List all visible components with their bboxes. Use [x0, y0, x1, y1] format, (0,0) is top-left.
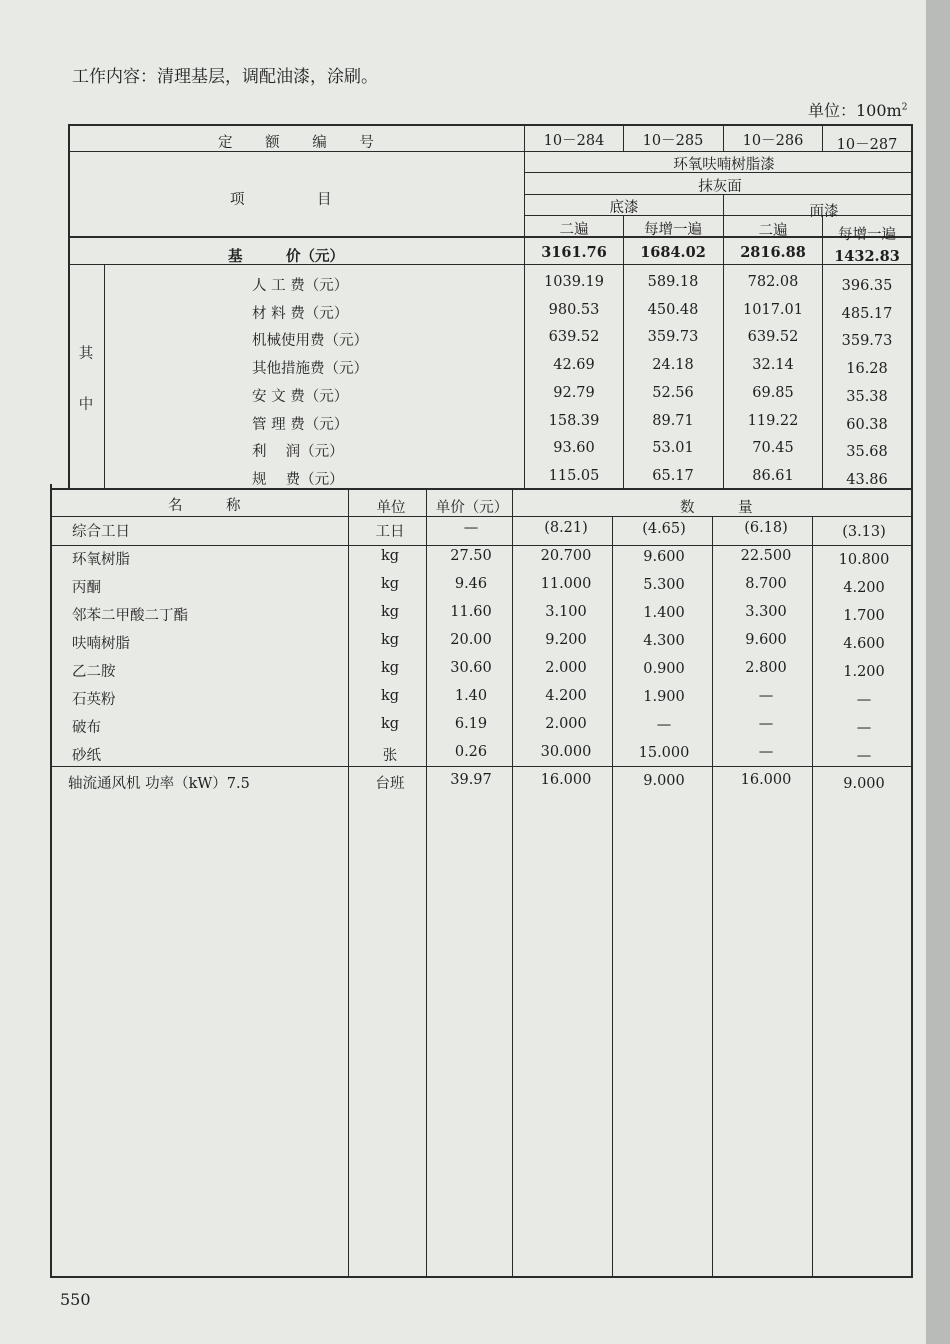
resource-unit-header: 单位 — [376, 500, 406, 516]
cost-row-value: 115.05 — [548, 467, 600, 484]
col-divider-upper — [723, 194, 724, 215]
resource-name: 环氧树脂 — [72, 552, 130, 568]
resource-price: 11.60 — [450, 604, 492, 620]
col-divider-upper — [723, 215, 724, 490]
page-edge — [926, 0, 950, 1344]
cost-row-value: 158.39 — [548, 412, 600, 429]
resource-qty: — — [758, 688, 774, 704]
resource-qty: (8.21) — [544, 520, 588, 536]
col-divider-upper — [623, 124, 624, 151]
resource-qty: 9.600 — [643, 549, 685, 565]
resource-name: 轴流通风机 功率（kW）7.5 — [68, 776, 250, 792]
col-divider-upper — [822, 215, 823, 490]
pass-label: 二遍 — [758, 223, 788, 239]
work-content: 工作内容：清理基层，调配油漆，涂刷。 — [72, 67, 378, 87]
cost-row-value: 65.17 — [652, 467, 694, 484]
resource-qty: 3.300 — [745, 604, 787, 620]
quota-code: 10－285 — [642, 133, 704, 149]
resource-qty: — — [856, 692, 872, 708]
table-top-border — [68, 124, 912, 126]
resource-price: 39.97 — [450, 772, 492, 788]
resource-price: 1.40 — [454, 688, 488, 704]
cost-row-value: 35.68 — [846, 444, 888, 461]
resource-unit: 台班 — [375, 776, 405, 792]
resource-qty: — — [856, 748, 872, 764]
resource-qty: 4.600 — [843, 636, 885, 652]
cost-row-value: 52.56 — [652, 384, 694, 401]
cost-row-value: 639.52 — [548, 329, 600, 346]
resource-qty: 22.500 — [740, 548, 792, 564]
cost-row-value: 24.18 — [652, 357, 694, 374]
cost-row-value: 1017.01 — [743, 301, 803, 318]
resource-name: 丙酮 — [72, 580, 101, 596]
cost-row-value: 980.53 — [548, 301, 600, 318]
resource-price-header: 单价（元） — [435, 500, 509, 516]
row-divider — [68, 264, 912, 265]
subgroup-title: 抹灰面 — [698, 179, 742, 195]
cost-row-value: 93.60 — [553, 440, 595, 457]
col-divider-upper — [623, 215, 624, 490]
pass-label: 每增一遍 — [644, 222, 702, 238]
cost-row-value: 86.61 — [752, 467, 794, 484]
cost-row-value: 782.08 — [747, 274, 799, 290]
resource-price: 6.19 — [454, 716, 488, 732]
table-left-border-upper — [68, 124, 70, 490]
table-bottom-border — [50, 1276, 912, 1278]
quota-no-label: 定 额 编 号 — [218, 135, 388, 151]
resource-qty: 4.300 — [643, 633, 685, 649]
resource-qty: 9.600 — [745, 632, 787, 648]
resource-qty: 1.200 — [843, 664, 885, 680]
resource-qty: — — [856, 720, 872, 736]
of-which-label: 其 — [78, 346, 94, 362]
col-divider-upper — [822, 124, 823, 151]
cost-row-value: 42.69 — [553, 357, 595, 374]
resource-qty: 4.200 — [545, 688, 587, 704]
resource-qty: 16.000 — [740, 772, 792, 788]
resource-qty: — — [758, 716, 774, 732]
unit-label: 单位：$100m^2$ — [808, 101, 908, 120]
cost-row-value: 119.22 — [747, 412, 799, 429]
cost-row-value: 43.86 — [846, 471, 888, 488]
resource-name-header: 名 称 — [168, 498, 241, 514]
col-divider-lower — [348, 490, 349, 1278]
resource-unit: kg — [380, 548, 400, 564]
row-divider — [50, 766, 912, 767]
resource-name: 综合工日 — [72, 524, 130, 540]
resource-qty: 15.000 — [638, 745, 690, 761]
base-price-value: 3161.76 — [541, 244, 607, 261]
quota-code: 10－284 — [543, 133, 605, 149]
resource-qty: 11.000 — [540, 576, 592, 592]
resource-qty: 9.200 — [545, 632, 587, 648]
base-price-value: 2816.88 — [740, 244, 806, 261]
col-divider-lower — [712, 516, 713, 1278]
cost-row-label: 机械使用费（元） — [252, 333, 368, 350]
row-divider — [68, 151, 912, 152]
cost-row-label: 材 料 费（元） — [252, 305, 349, 322]
cost-row-label: 规 费（元） — [252, 471, 344, 488]
resource-qty-header: 数 量 — [680, 500, 753, 516]
resource-name: 呋喃树脂 — [72, 636, 130, 652]
resource-qty: 9.000 — [643, 773, 685, 789]
table-right-border — [911, 124, 913, 1278]
group-title: 环氧呋喃树脂漆 — [673, 157, 775, 173]
cost-row-value: 70.45 — [752, 440, 794, 457]
of-which-label: 中 — [78, 397, 94, 413]
resource-qty: 2.000 — [545, 716, 587, 732]
resource-price: 27.50 — [450, 548, 492, 564]
base-price-value: 1684.02 — [640, 244, 706, 261]
cost-row-value: 69.85 — [752, 384, 794, 401]
cost-row-value: 359.73 — [647, 329, 699, 346]
cost-row-value: 589.18 — [647, 274, 699, 290]
resource-qty: 1.400 — [643, 605, 685, 621]
resource-qty: 1.900 — [643, 689, 685, 705]
resource-name: 乙二胺 — [72, 664, 116, 680]
resource-qty: — — [758, 744, 774, 760]
col-divider-lower — [512, 490, 513, 1278]
resource-qty: 2.800 — [745, 660, 787, 676]
resource-unit: kg — [380, 716, 400, 732]
base-price-value: 1432.83 — [834, 248, 900, 265]
resource-name: 邻苯二甲酸二丁酯 — [72, 608, 188, 624]
resource-price: — — [463, 520, 479, 536]
cost-row-value: 32.14 — [752, 357, 794, 374]
col-divider-lower — [612, 516, 613, 1278]
resource-price: 30.60 — [450, 660, 492, 676]
of-which-divider — [104, 264, 105, 490]
cost-row-label: 人 工 费（元） — [252, 278, 349, 294]
coat-type-base: 底漆 — [609, 200, 639, 216]
cost-row-label: 安 文 费（元） — [252, 388, 349, 405]
cost-row-value: 89.71 — [652, 412, 694, 429]
resource-price: 20.00 — [450, 632, 492, 648]
cost-row-value: 485.17 — [841, 305, 893, 322]
col-divider-lower — [812, 516, 813, 1278]
table-left-border-lower — [50, 484, 52, 1278]
resource-unit: kg — [380, 576, 400, 592]
resource-qty: 20.700 — [540, 548, 592, 564]
resource-unit: kg — [380, 604, 400, 620]
row-divider — [50, 545, 912, 546]
base-price-label: 基 价（元） — [228, 248, 344, 265]
col-divider-upper — [723, 124, 724, 151]
cost-row-value: 53.01 — [652, 440, 694, 457]
resource-qty: 16.000 — [540, 772, 592, 788]
cost-row-value: 639.52 — [747, 329, 799, 346]
resource-qty: 4.200 — [843, 580, 885, 596]
page-number: 550 — [60, 1290, 91, 1309]
resource-qty: 9.000 — [843, 776, 885, 792]
cost-row-label: 利 润（元） — [252, 444, 344, 461]
coat-type-top: 面漆 — [809, 204, 839, 220]
resource-unit: 张 — [382, 748, 398, 764]
resource-qty: — — [656, 717, 672, 733]
cost-row-value: 396.35 — [841, 278, 893, 294]
resource-qty: 10.800 — [838, 552, 890, 568]
cost-row-value: 60.38 — [846, 416, 888, 433]
resource-qty: (4.65) — [642, 521, 686, 537]
cost-row-value: 450.48 — [647, 301, 699, 318]
resource-name: 砂纸 — [72, 748, 101, 764]
section-divider — [50, 488, 912, 490]
cost-row-value: 359.73 — [841, 333, 893, 350]
quota-code: 10－286 — [742, 133, 804, 149]
resource-unit: 工日 — [375, 524, 405, 540]
resource-name: 石英粉 — [72, 692, 116, 708]
resource-qty: 5.300 — [643, 577, 685, 593]
pass-label: 每增一遍 — [838, 227, 896, 243]
item-label: 项 目 — [230, 192, 332, 208]
cost-row-value: 1039.19 — [544, 274, 604, 290]
cost-row-label: 其他措施费（元） — [252, 361, 368, 378]
cost-row-label: 管 理 费（元） — [252, 416, 349, 433]
resource-unit: kg — [380, 632, 400, 648]
cost-row-value: 35.38 — [846, 388, 888, 405]
resource-price: 0.26 — [454, 744, 488, 760]
resource-unit: kg — [380, 660, 400, 676]
cost-row-value: 16.28 — [846, 361, 888, 378]
resource-qty: (6.18) — [744, 520, 788, 536]
resource-name: 破布 — [72, 720, 101, 736]
col-divider-lower — [426, 490, 427, 1278]
row-divider — [524, 215, 912, 216]
resource-qty: 2.000 — [545, 660, 587, 676]
pass-label: 二遍 — [559, 222, 589, 238]
resource-qty: 0.900 — [643, 661, 685, 677]
resource-price: 9.46 — [454, 576, 488, 592]
resource-qty: 3.100 — [545, 604, 587, 620]
cost-row-value: 92.79 — [553, 384, 595, 401]
resource-unit: kg — [380, 688, 400, 704]
col-divider-upper — [524, 124, 525, 490]
resource-qty: 8.700 — [745, 576, 787, 592]
quota-code: 10－287 — [836, 137, 898, 153]
resource-qty: (3.13) — [842, 524, 886, 540]
resource-qty: 30.000 — [540, 744, 592, 760]
resource-qty: 1.700 — [843, 608, 885, 624]
